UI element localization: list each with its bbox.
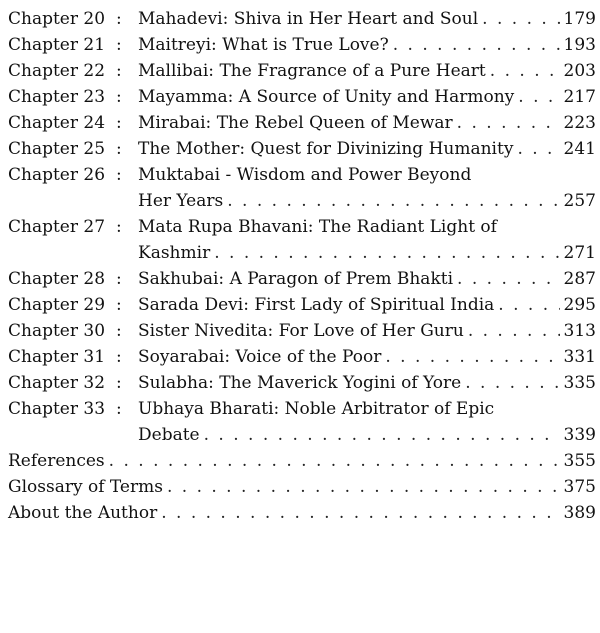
toc-entry-chapter-24	[8, 110, 596, 136]
toc-entry-chapter-32	[8, 370, 596, 396]
dot-leader	[498, 292, 559, 318]
chapter-title: Mayamma: A Source of Unity and Harmony	[138, 87, 515, 107]
chapter-title-line-1: Mata Rupa Bhavani: The Radiant Light of	[138, 217, 497, 237]
chapter-number: Chapter 21	[8, 35, 106, 55]
dot-leader	[204, 422, 560, 448]
chapter-title: Mirabai: The Rebel Queen of Mewar	[138, 113, 453, 133]
chapter-title-line-2: Her Years	[138, 191, 224, 211]
chapter-number: Chapter 23	[8, 87, 106, 107]
page-number: 389	[563, 503, 596, 523]
dot-leader	[457, 110, 560, 136]
page-number: 223	[563, 113, 596, 133]
chapter-number: Chapter 29	[8, 295, 106, 315]
chapter-title: Sulabha: The Maverick Yogini of Yore	[138, 373, 462, 393]
separator-colon: :	[116, 295, 122, 315]
toc-entry-chapter-30	[8, 318, 596, 344]
table-of-contents	[8, 6, 596, 526]
chapter-title-line-2: Debate	[138, 425, 200, 445]
page-number: 375	[563, 477, 596, 497]
page-number: 339	[563, 425, 596, 445]
dot-leader	[465, 370, 559, 396]
chapter-number: Chapter 25	[8, 139, 106, 159]
dot-leader	[214, 240, 559, 266]
page-number: 203	[563, 61, 596, 81]
chapter-title: Sakhubai: A Paragon of Prem Bhakti	[138, 269, 454, 289]
dot-leader	[457, 266, 560, 292]
separator-colon: :	[116, 165, 122, 185]
dot-leader	[227, 188, 559, 214]
page-number: 241	[563, 139, 596, 159]
separator-colon: :	[116, 373, 122, 393]
page-number: 217	[563, 87, 596, 107]
dot-leader	[109, 448, 560, 474]
toc-entry-chapter-31	[8, 344, 596, 370]
dot-leader	[518, 84, 559, 110]
chapter-title: Sister Nivedita: For Love of Her Guru	[138, 321, 464, 341]
toc-entry-chapter-26	[8, 162, 596, 214]
chapter-number: Chapter 28	[8, 269, 106, 289]
dot-leader	[490, 58, 560, 84]
separator-colon: :	[116, 217, 122, 237]
toc-entry-chapter-21	[8, 32, 596, 58]
toc-entry-chapter-25	[8, 136, 596, 162]
chapter-number: Chapter 27	[8, 217, 106, 237]
back-matter-title: About the Author	[8, 503, 158, 523]
back-matter-title: Glossary of Terms	[8, 477, 163, 497]
separator-colon: :	[116, 269, 122, 289]
dot-leader	[385, 344, 559, 370]
dot-leader	[482, 6, 559, 32]
toc-entry-chapter-33	[8, 396, 596, 448]
separator-colon: :	[116, 399, 122, 419]
dot-leader	[161, 500, 559, 526]
separator-colon: :	[116, 87, 122, 107]
separator-colon: :	[116, 347, 122, 367]
chapter-number: Chapter 32	[8, 373, 106, 393]
toc-entry-chapter-29	[8, 292, 596, 318]
chapter-number: Chapter 22	[8, 61, 106, 81]
page-number: 335	[563, 373, 596, 393]
chapter-number: Chapter 30	[8, 321, 106, 341]
page-number: 257	[563, 191, 596, 211]
chapter-title-line-2: Kashmir	[138, 243, 211, 263]
chapter-number: Chapter 26	[8, 165, 106, 185]
chapter-title: Mallibai: The Fragrance of a Pure Heart	[138, 61, 486, 81]
toc-entry-glossary	[8, 474, 596, 500]
toc-entry-chapter-22	[8, 58, 596, 84]
separator-colon: :	[116, 321, 122, 341]
dot-leader	[517, 136, 559, 162]
chapter-title: Maitreyi: What is True Love?	[138, 35, 389, 55]
separator-colon: :	[116, 139, 122, 159]
dot-leader	[167, 474, 560, 500]
page-number: 271	[563, 243, 596, 263]
chapter-title: Sarada Devi: First Lady of Spiritual India	[138, 295, 495, 315]
page-number: 179	[563, 9, 596, 29]
separator-colon: :	[116, 35, 122, 55]
page-number: 295	[563, 295, 596, 315]
separator-colon: :	[116, 61, 122, 81]
page-number: 313	[563, 321, 596, 341]
toc-entry-chapter-28	[8, 266, 596, 292]
separator-colon: :	[116, 113, 122, 133]
chapter-title-line-1: Muktabai - Wisdom and Power Beyond	[138, 165, 472, 185]
page-number: 193	[563, 35, 596, 55]
chapter-number: Chapter 31	[8, 347, 106, 367]
chapter-title: Mahadevi: Shiva in Her Heart and Soul	[138, 9, 479, 29]
toc-entry-references	[8, 448, 596, 474]
dot-leader	[393, 32, 560, 58]
toc-entry-chapter-20	[8, 6, 596, 32]
chapter-title: The Mother: Quest for Divinizing Humanity	[138, 139, 514, 159]
chapter-title: Soyarabai: Voice of the Poor	[138, 347, 382, 367]
chapter-number: Chapter 20	[8, 9, 106, 29]
toc-entry-chapter-27	[8, 214, 596, 266]
page-number: 331	[563, 347, 596, 367]
back-matter-title: References	[8, 451, 105, 471]
page-number: 355	[563, 451, 596, 471]
toc-entry-chapter-23	[8, 84, 596, 110]
page-number: 287	[563, 269, 596, 289]
chapter-title-line-1: Ubhaya Bharati: Noble Arbitrator of Epic	[138, 399, 495, 419]
chapter-number: Chapter 24	[8, 113, 106, 133]
dot-leader	[468, 318, 560, 344]
separator-colon: :	[116, 9, 122, 29]
toc-entry-about-author	[8, 500, 596, 526]
chapter-number: Chapter 33	[8, 399, 106, 419]
